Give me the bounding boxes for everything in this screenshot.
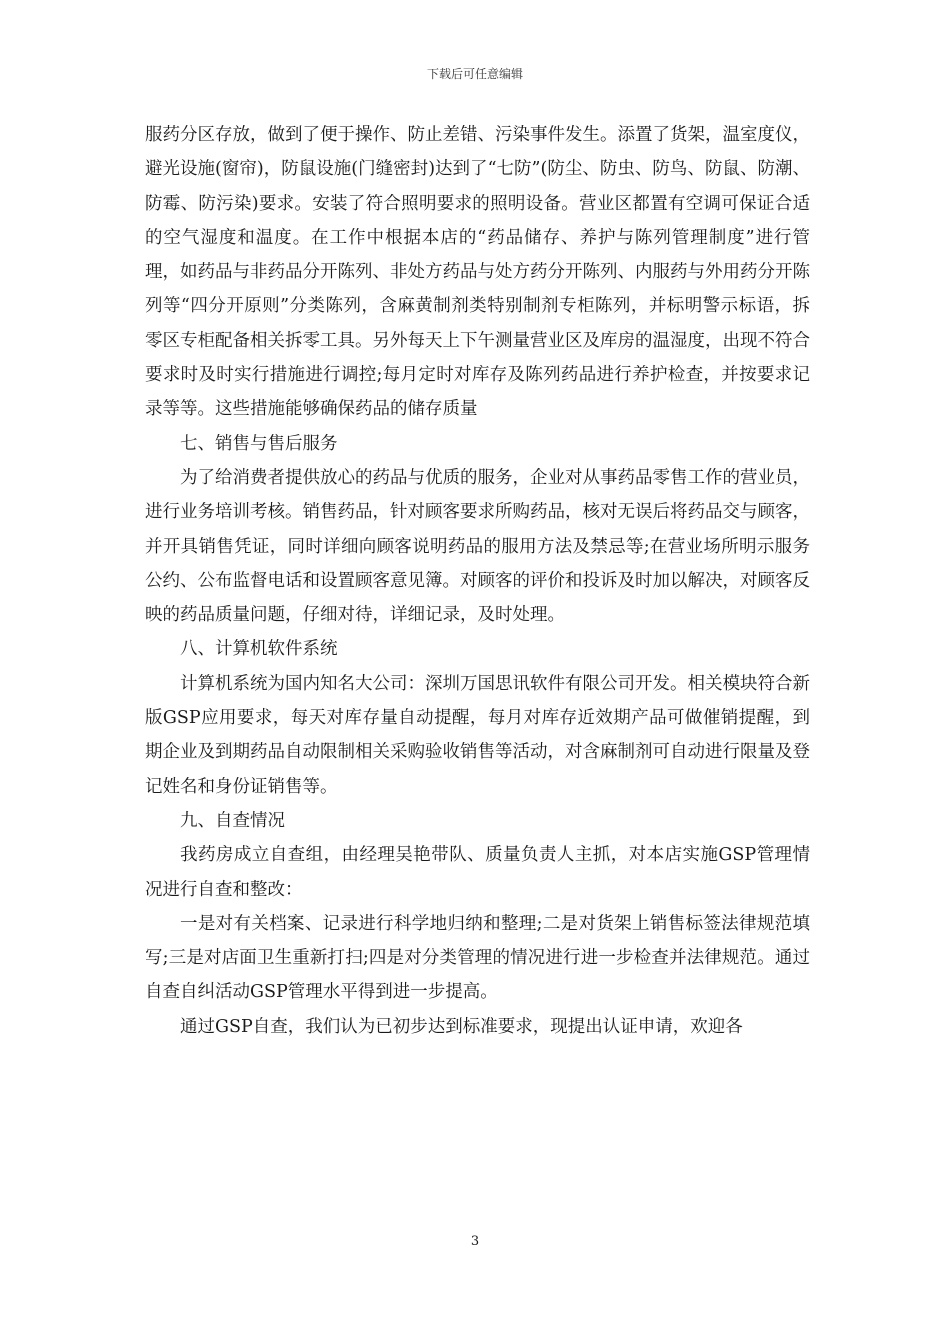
paragraph-conclusion: 通过GSP自查，我们认为已初步达到标准要求，现提出认证申请，欢迎各: [180, 1016, 743, 1037]
paragraph-self-check-items: 一是对有关档案、记录进行科学地归纳和整理;二是对货架上销售标签法律规范填写;三是对店面卫生重新打扫;四是对分类管理的情况进行进一步检查并法律规范。通过自查自纠活动GSP管理水平得到进一步提高。: [145, 913, 810, 1003]
paragraph-sales-service: 为了给消费者提供放心的药品与优质的服务，企业对从事药品零售工作的营业员，进行业务培训考核。销售药品，针对顾客要求所购药品，核对无误后将药品交与顾客，并开具销售凭证，同时详细向顾客说明药品的服用方法及禁忌等;在营业场所明示服务公约、公布监督电话和设置顾客意见簿。对顾客的评价和投诉及时加以解决，对顾客反映的药品质量问题，仔细对待，详细记录，及时处理。: [145, 467, 810, 626]
page-number: 3: [470, 1234, 480, 1249]
paragraph-self-check-team: 我药房成立自查组，由经理吴艳带队、质量负责人主抓，对本店实施GSP管理情况进行自查和整改：: [145, 845, 810, 900]
section-heading-software: 八、计算机软件系统: [180, 639, 338, 660]
section-heading-self-check: 九、自查情况: [180, 810, 285, 831]
paragraph-storage-measures: 服药分区存放，做到了便于操作、防止差错、污染事件发生。添置了货架，温室度仪，避光设施(窗帘)，防鼠设施(门缝密封)达到了“七防”(防尘、防虫、防鸟、防鼠、防潮、防霉、防污染)要求。安装了符合照明要求的照明设备。营业区都置有空调可保证合适的空气湿度和温度。在工作中根据本店的“药品储存、养护与陈列管理制度”进行管理，如药品与非药品分开陈列、非处方药品与处方药分开陈列、内服药与外用药分开陈列等“四分开原则”分类陈列，含麻黄制剂类特别制剂专柜陈列，并标明警示标语，拆零区专柜配备相关拆零工具。另外每天上下午测量营业区及库房的温湿度，出现不符合要求时及时实行措施进行调控;每月定时对库存及陈列药品进行养护检查，并按要求记录等等。这些措施能够确保药品的储存质量: [145, 125, 810, 420]
paragraph-software-system: 计算机系统为国内知名大公司：深圳万国思讯软件有限公司开发。相关模块符合新版GSP应用要求，每天对库存量自动提醒，每月对库存近效期产品可做催销提醒，到期企业及到期药品自动限制相关采购验收销售等活动，对含麻制剂可自动进行限量及登记姓名和身份证销售等。: [145, 673, 810, 797]
document-body: [145, 118, 810, 1044]
section-heading-sales: 七、销售与售后服务: [180, 433, 338, 454]
page-header: 下载后可任意编辑: [426, 67, 523, 81]
